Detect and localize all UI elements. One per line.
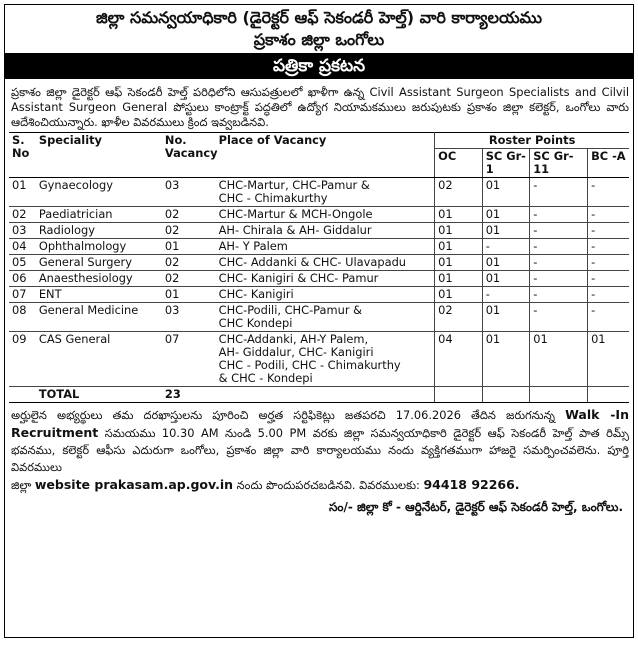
instructions-text-c: జిల్లా [11,478,35,492]
instructions-text-a: అర్హులైన అభ్యర్థులు తమ దరఖాస్తులను పూరించి అర్హత సర్టిఫికెట్లు జతపరచి 17.06.2026 తేదిన జరుగనున్న [11,408,555,422]
cell-sc1: - [482,287,530,303]
cell-vacancy: 02 [162,207,216,223]
instructions-paragraph [5,403,633,494]
cell-sno: 05 [9,255,36,271]
cell-speciality: General Surgery [36,255,162,271]
cell-place: CHC- Kanigiri [216,287,435,303]
cell-sc1: 01 [482,255,530,271]
cell-oc: 02 [435,178,483,207]
contact-phone: 94418 92266. [423,477,520,492]
header-roster-points: Roster Points [435,133,629,149]
cell-bca: - [588,239,629,255]
cell-speciality: Paediatrician [36,207,162,223]
cell-sc2: 01 [530,332,588,387]
cell-sno: 03 [9,223,36,239]
office-header [5,5,633,51]
cell-vacancy: 02 [162,271,216,287]
vacancy-table [9,132,629,403]
table-row [9,255,629,271]
cell-sno: 02 [9,207,36,223]
cell-sc2: - [530,271,588,287]
cell-speciality: ENT [36,287,162,303]
cell-speciality: Ophthalmology [36,239,162,255]
header-sc-gr1: SC Gr-1 [482,149,530,178]
cell-vacancy: 03 [162,303,216,332]
table-row [9,332,629,387]
cell-speciality: CAS General [36,332,162,387]
cell-speciality: Radiology [36,223,162,239]
cell-oc: 02 [435,303,483,332]
cell-place: AH- Y Palem [216,239,435,255]
cell-sc1: 01 [482,178,530,207]
table-row [9,239,629,255]
cell-vacancy: 03 [162,178,216,207]
header-sno: S. No [9,133,36,178]
signature-line: సం/- జిల్లా కో - ఆర్డినేటర్, డైరెక్టర్ ఆఫ్ సెకండరీ హెల్త్, ఒంగోలు. [328,500,623,514]
cell-sc1: 01 [482,332,530,387]
cell-vacancy: 07 [162,332,216,387]
cell-bca: - [588,223,629,239]
cell-sc1: 01 [482,303,530,332]
cell-place: CHC-Martur & MCH-Ongole [216,207,435,223]
cell-place: CHC-Martur, CHC-Pamur & CHC - Chimakurthy [216,178,435,207]
table-row [9,271,629,287]
cell-sc1: 01 [482,223,530,239]
cell-sc1: - [482,239,530,255]
table-row [9,178,629,207]
cell-oc: 01 [435,207,483,223]
cell-place: CHC-Podili, CHC-Pamur & CHC Kondepi [216,303,435,332]
total-row [9,387,629,403]
cell-oc: 01 [435,239,483,255]
cell-oc: 01 [435,287,483,303]
cell-sc2: - [530,207,588,223]
cell-sno: 01 [9,178,36,207]
walk-in-label: Walk -In Recruitment [11,407,629,440]
header-sc-gr2: SC Gr-11 [530,149,588,178]
cell-speciality: Anaesthesiology [36,271,162,287]
cell-vacancy: 02 [162,223,216,239]
header-bc-a: BC -A [588,149,629,178]
cell-bca: - [588,207,629,223]
intro-paragraph: ప్రకాశం జిల్లా డైరెక్టర్ ఆఫ్ సెకండరీ హెల్త్ పరిధిలోని ఆసుపత్రులలో ఖాళీగా ఉన్న Civil Assistant Surgeon Specialists and Cilvil Assistant Surgeon General పోస్టులు కాంట్రాక్ట్ పద్ధతిలో ఉద్యోగ నియామకములు జరుపుటకు ప్రకాశం జిల్లా కలెక్టర్, ఒంగోలు వారు ఆదేశించియున్నారు. ఖాళీల వివరములు క్రింద ఇవ్వబడినవి. [11,85,629,129]
cell-sc2: - [530,303,588,332]
table-row [9,223,629,239]
cell-oc: 04 [435,332,483,387]
cell-place: CHC- Kanigiri & CHC- Pamur [216,271,435,287]
cell-sno: 07 [9,287,36,303]
cell-speciality: Gynaecology [36,178,162,207]
table-row [9,207,629,223]
header-vacancy: No. Vacancy [162,133,216,178]
cell-vacancy: 02 [162,255,216,271]
vacancy-rows [9,178,629,387]
cell-sc2: - [530,178,588,207]
cell-sc1: 01 [482,271,530,287]
cell-oc: 01 [435,255,483,271]
cell-sc2: - [530,223,588,239]
cell-bca: - [588,271,629,287]
cell-sc2: - [530,255,588,271]
cell-sc2: - [530,239,588,255]
total-label: TOTAL [36,387,162,403]
cell-sc1: 01 [482,207,530,223]
cell-place: CHC-Addanki, AH-Y Palem, AH- Giddalur, CHC- Kanigiri CHC - Podili, CHC - Chimakurthy & CHC - Kondepi [216,332,435,387]
total-value: 23 [162,387,216,403]
cell-speciality: General Medicine [36,303,162,332]
cell-bca: 01 [588,332,629,387]
cell-bca: - [588,303,629,332]
header-place: Place of Vacancy [216,133,435,178]
table-row [9,287,629,303]
website-link[interactable]: website prakasam.ap.gov.in [34,477,234,492]
cell-sno: 06 [9,271,36,287]
cell-bca: - [588,287,629,303]
press-notice [4,4,634,638]
cell-bca: - [588,178,629,207]
header-oc: OC [435,149,483,178]
header-speciality: Speciality [36,133,162,178]
cell-place: AH- Chirala & AH- Giddalur [216,223,435,239]
table-row [9,303,629,332]
cell-oc: 01 [435,271,483,287]
cell-vacancy: 01 [162,287,216,303]
cell-sno: 04 [9,239,36,255]
cell-bca: - [588,255,629,271]
office-location: ప్రకాశం జిల్లా ఒంగోలు [253,30,385,49]
notice-banner: పత్రికా ప్రకటన [5,53,633,79]
cell-sno: 08 [9,303,36,332]
instructions-text-d: నందు పొందుపరచబడినవి. వివరములకు: [233,478,424,492]
instructions-text-b: సమయము 10.30 AM నుండి 5.00 PM వరకు జిల్లా సమన్వయాధికారి డైరెక్టర్ ఆఫ్ సెకండరీ హెల్త్ పాత రిమ్స్ భవనము, కలెక్టర్ ఆఫీసు ఎదురుగా ఒంగోలు, ప్రకాశం జిల్లా వారి కార్యాలయము నందు వ్యక్తిగతముగా హాజరై సమర్పించవలెను. పూర్తి వివరములు [11,426,629,474]
office-title: జిల్లా సమన్వయాధికారి (డైరెక్టర్ ఆఫ్ సెకండరీ హెల్త్) వారి కార్యాలయము [95,8,543,27]
cell-sno: 09 [9,332,36,387]
cell-oc: 01 [435,223,483,239]
cell-place: CHC- Addanki & CHC- Ulavapadu [216,255,435,271]
cell-vacancy: 01 [162,239,216,255]
cell-sc2: - [530,287,588,303]
